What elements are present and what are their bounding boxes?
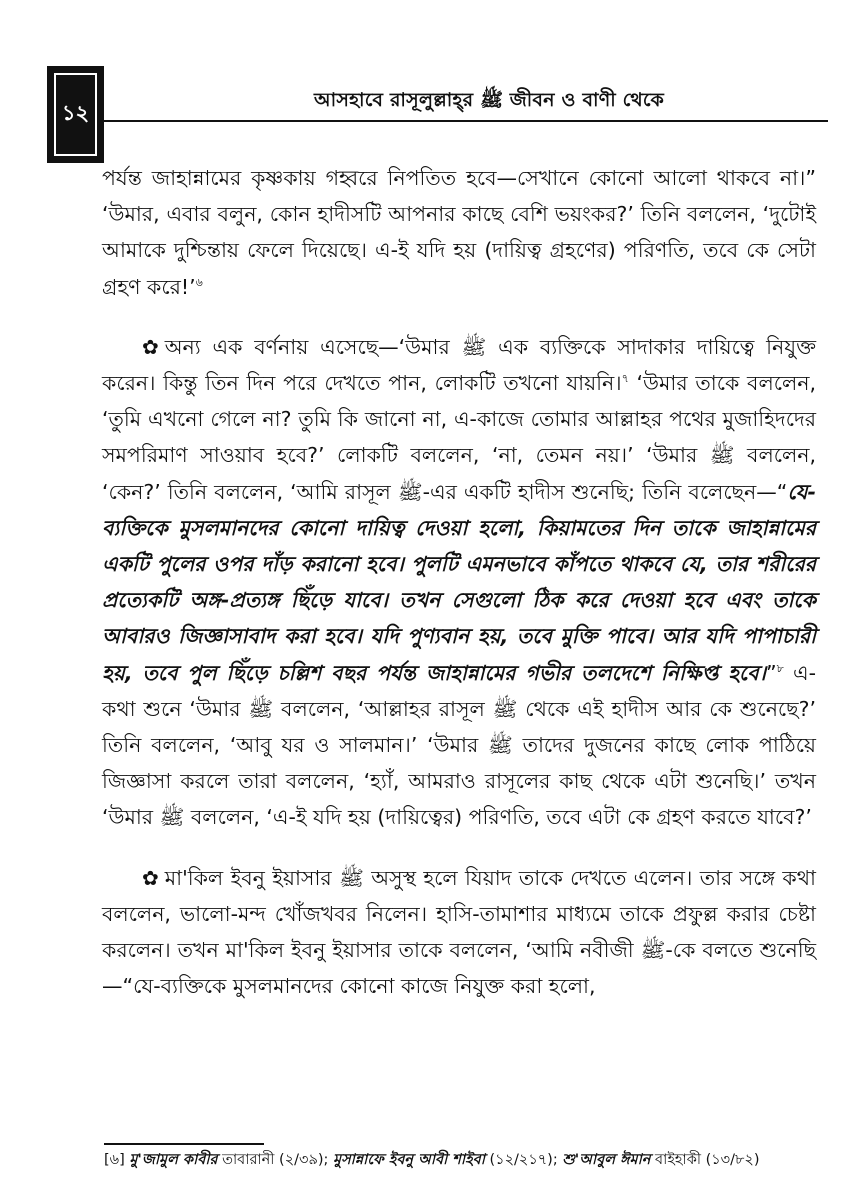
paragraph-1-text: পর্যন্ত জাহান্নামের কৃষ্ণকায় গহ্বরে নিপতিত হবে—সেখানে কোনো আলো থাকবে না।” ‘উমার, এবার বলুন, কোন হাদীসটি আপনার কাছে বেশি ভয়ংকর?’ তিনি বললেন, ‘দুটোই আমাকে দুশ্চিন্তায় ফেলে দিয়েছে। এ-ই যদি হয় (দায়িত্ব গ্রহণের) পরিণতি, তবে কে সেটা গ্রহণ করে!’ — [102, 166, 816, 299]
hadith-quote: যে-ব্যক্তিকে মুসলমানদের কোনো দায়িত্ব দেওয়া হলো, কিয়ামতের দিন তাকে জাহান্নামের একটি পুলের ওপর দাঁড় করানো হবে। পুলটি এমনভাবে কাঁপতে থাকবে যে, তার শরীরের প্রত্যেকটি অঙ্গ-প্রত্যঙ্গ ছিঁড়ে যাবে। তখন সেগুলো ঠিক করে দেওয়া হবে এবং তাকে আবারও জিজ্ঞাসাবাদ করা হবে। যদি পুণ্যবান হয়, তবে মুক্তি পাবে। আর যদি পাপাচারী হয়, তবে পুল ছিঁড়ে চল্লিশ বছর পর্যন্ত জাহান্নামের গভীর তলদেশে নিক্ষিপ্ত হবে। — [102, 479, 816, 685]
paragraph-2-text-a: অন্য এক বর্ণনায় এসেছে—‘উমার ﷺ এক ব্যক্তিকে সাদাকার দায়িত্বে নিযুক্ত করেন। কিন্তু তিন দিন পরে দেখতে পান, লোকটি তখনো যায়নি। — [102, 334, 817, 396]
body-text — [102, 160, 816, 1028]
footnote-source-2: মুসান্নাফে ইবনু আবী শাইবা — [333, 1152, 485, 1168]
footnote-ref-6: ৬ — [195, 275, 203, 289]
footnote-ref-8: ৮ — [776, 661, 784, 675]
paragraph-2-text-c: এ-কথা শুনে ‘উমার ﷺ বললেন, ‘আল্লাহর রাসূল ﷺ থেকে এই হাদীস আর কে শুনেছে?’ তিনি বললেন, ‘আবু যর ও সালমান।’ ‘উমার ﷺ তাদের দুজনের কাছে লোক পাঠিয়ে জিজ্ঞাসা করলে তারা বললেন, ‘হ্যাঁ, আমরাও রাসূলের কাছ থেকে এটা শুনেছি।’ তখন ‘উমার ﷺ বললেন, ‘এ-ই যদি হয় (দায়িত্বের) পরিণতি, তবে এটা কে গ্রহণ করতে যাবে?’ — [102, 660, 817, 830]
footnote-source-1: মু'জামুল কাবীর — [129, 1152, 218, 1168]
flower-bullet-icon: ✿ — [142, 865, 159, 890]
paragraph-1 — [102, 160, 816, 305]
footnote-source-3: শু'আবুল ঈমান — [562, 1152, 651, 1168]
paragraph-2-text-b: ‘উমার তাকে বললেন, ‘তুমি এখনো গেলে না? তুমি কি জানো না, এ-কাজে তোমার আল্লাহর পথের মুজাহিদদের সমপরিমাণ সাওয়াব হবে?’ লোকটি বললেন, ‘না, তেমন নয়।’ ‘উমার ﷺ বললেন, ‘কেন?’ তিনি বললেন, ‘আমি রাসূল ﷺ-এর একটি হাদীস শুনেছি; তিনি বলেছেন—“ — [102, 371, 816, 504]
paragraph-3-text: মা'কিল ইবনু ইয়াসার ﷺ অসুস্থ হলে যিয়াদ তাকে দেখতে এলেন। তার সঙ্গে কথা বললেন, ভালো-মন্দ খোঁজখবর নিলেন। হাসি-তামাশার মাধ্যমে তাকে প্রফুল্ল করার চেষ্টা করলেন। তখন মা'কিল ইবনু ইয়াসার তাকে বললেন, ‘আমি নবীজী ﷺ-কে বলতে শুনেছি—“যে-ব্যক্তিকে মুসলমানদের কোনো কাজে নিযুক্ত করা হলো, — [102, 865, 817, 999]
page-number: ১২ — [54, 73, 97, 156]
page-number-box — [47, 66, 104, 163]
flower-bullet-icon: ✿ — [142, 334, 159, 359]
paragraph-2 — [102, 329, 816, 836]
running-title: আসহাবে রাসূলুল্লাহ্‌র ﷺ জীবন ও বাণী থেকে — [313, 89, 665, 111]
footnote-ref-7: ৭ — [621, 372, 629, 386]
footnote-marker: [৬] — [104, 1152, 125, 1168]
footnote-source-3-author: বাইহাকী (১৩/৮২) — [650, 1152, 760, 1168]
footnote — [104, 1149, 816, 1171]
header-divider — [104, 120, 828, 122]
footnote-divider — [104, 1143, 264, 1145]
paragraph-3 — [102, 860, 816, 1005]
footnote-source-1-author: তাবারানী (২/৩৯); — [217, 1152, 334, 1168]
quote-close: ” — [765, 660, 777, 685]
footnote-source-2-ref: (১২/২১৭); — [484, 1152, 563, 1168]
